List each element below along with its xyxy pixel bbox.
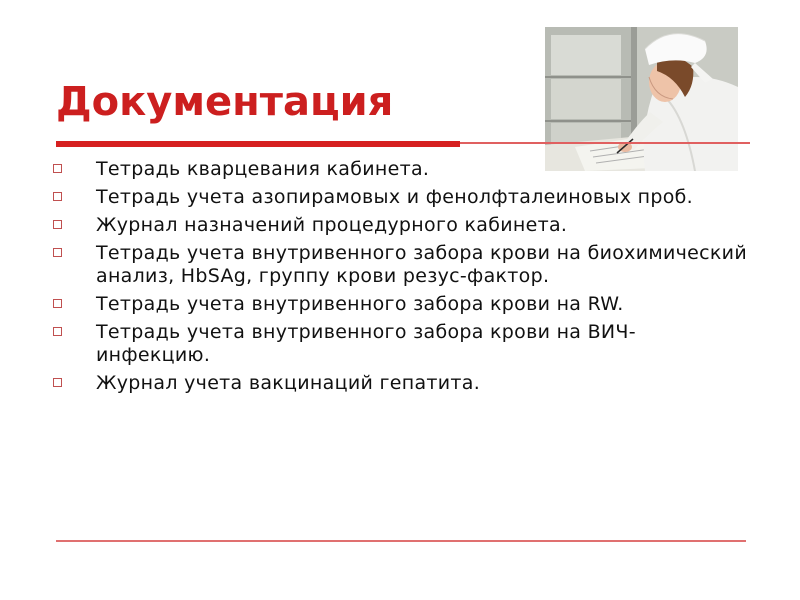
list-item — [48, 186, 748, 209]
list-item-text: Тетрадь учета внутривенного забора крови на RW. — [96, 293, 624, 315]
nurse-writing-photo — [545, 27, 738, 171]
list-item — [48, 293, 748, 316]
square-bullet-icon — [53, 378, 62, 387]
title-underline — [56, 141, 460, 147]
list-item — [48, 321, 748, 367]
list-item-text: Журнал назначений процедурного кабинета. — [96, 214, 568, 236]
list-item — [48, 158, 748, 181]
list-item-text: Тетрадь учета азопирамовых и фенолфталеиновых проб. — [96, 186, 693, 208]
list-item-text: Тетрадь учета внутривенного забора крови на ВИЧ-инфекцию. — [96, 321, 636, 366]
slide-title: Документация — [56, 79, 394, 125]
list-item-text: Тетрадь кварцевания кабинета. — [96, 158, 430, 180]
footer-divider — [56, 540, 746, 542]
list-item — [48, 214, 748, 237]
square-bullet-icon — [53, 164, 62, 173]
list-item-text: Тетрадь учета внутривенного забора крови на биохимический анализ, HbSAg, группу крови резус-фактор. — [96, 242, 747, 287]
title-underline-extension — [460, 142, 750, 144]
square-bullet-icon — [53, 327, 62, 336]
list-item-text: Журнал учета вакцинаций гепатита. — [96, 372, 481, 394]
square-bullet-icon — [53, 248, 62, 257]
list-item — [48, 372, 748, 395]
square-bullet-icon — [53, 299, 62, 308]
square-bullet-icon — [53, 220, 62, 229]
documentation-list — [48, 158, 748, 400]
list-item — [48, 242, 748, 288]
square-bullet-icon — [53, 192, 62, 201]
